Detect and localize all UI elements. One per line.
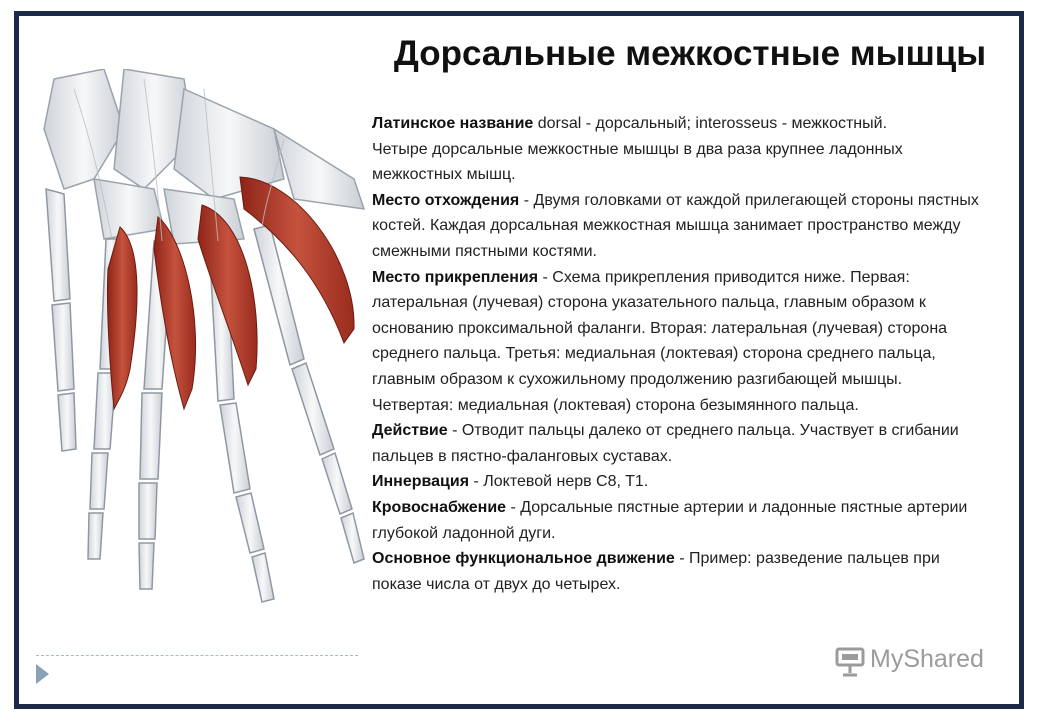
- text-origin: - Двумя головками от каждой прилегающей стороны пястных костей. Каждая дорсальная межкостная мышца занимает пространство между смежными пястными костями.: [372, 191, 979, 260]
- label-movement: Основное функциональное движение: [372, 550, 675, 568]
- label-action: Действие: [372, 422, 448, 440]
- text-movement: - Пример: разведение пальцев при показе числа от двух до четырех.: [372, 550, 940, 593]
- paragraph-description: [372, 137, 982, 188]
- label-blood-supply: Кровоснабжение: [372, 498, 507, 516]
- myshared-logo: [834, 644, 994, 678]
- label-innervation: Иннервация: [372, 473, 470, 491]
- hand-muscle-illustration: [34, 69, 380, 647]
- footer-divider: [36, 655, 358, 656]
- paragraph-origin: [372, 188, 982, 265]
- text-insertion: - Схема прикрепления приводится ниже. Первая: латеральная (лучевая) сторона указательного пальца, главным образом к основанию проксимальной фаланги. Вторая: латеральная (лучевая) сторона среднего пальца. Третья: медиальная (локтевая) сторона среднего пальца, главным образом к сухожильному продолжению разгибающей мышцы. Четвертая: медиальная (локтевая) сторона безымянного пальца.: [372, 268, 948, 414]
- paragraph-blood-supply: [372, 495, 982, 546]
- label-insertion: Место прикрепления: [372, 268, 539, 286]
- paragraph-action: [372, 418, 982, 469]
- label-origin: Место отхождения: [372, 191, 520, 209]
- label-latin-name: Латинское название: [372, 115, 534, 132]
- paragraph-latin-name: [372, 111, 982, 137]
- paragraph-innervation: [372, 469, 982, 495]
- paragraph-insertion: [372, 265, 982, 419]
- text-blood-supply: - Дорсальные пястные артерии и ладонные пястные артерии глубокой ладонной дуги.: [372, 498, 968, 542]
- text-description: Четыре дорсальные межкостные мышцы в два раза крупнее ладонных межкостных мышц.: [372, 140, 903, 184]
- slide-title: Дорсальные межкостные мышцы: [393, 34, 987, 73]
- next-slide-arrow-icon[interactable]: [36, 664, 49, 684]
- paragraph-movement: [372, 546, 982, 597]
- presentation-board-icon: [834, 645, 866, 677]
- slide-body: [372, 111, 982, 597]
- watermark-text: MyShared: [870, 645, 984, 673]
- text-innervation: - Локтевой нерв C8, T1.: [469, 473, 649, 491]
- text-action: - Отводит пальцы далеко от среднего пальца. Участвует в сгибании пальцев в пястно-фаланговых суставах.: [372, 422, 959, 465]
- text-latin-name: dorsal - дорсальный; interosseus - межкостный.: [533, 115, 888, 132]
